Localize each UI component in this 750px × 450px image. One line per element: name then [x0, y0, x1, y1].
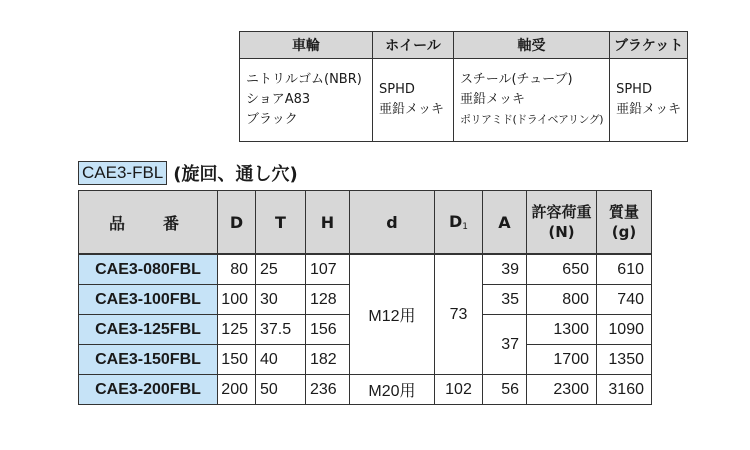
header-part-number: 品 番 [79, 191, 218, 255]
cell-load: 1700 [527, 345, 597, 375]
cell-mass: 1350 [597, 345, 652, 375]
cell-D: 150 [218, 345, 256, 375]
cell-T: 50 [256, 375, 306, 405]
bracket-material-cell [610, 59, 688, 142]
spec-table [78, 190, 652, 405]
bearing-material: スチール(チューブ) [460, 72, 573, 87]
wheel-material-cell [240, 59, 373, 142]
cell-load: 1300 [527, 315, 597, 345]
hub-finish: 亜鉛メッキ [379, 102, 445, 117]
header-allowable-load: 許容荷重 (N) [527, 191, 597, 255]
bracket-material: SPHD [616, 82, 652, 97]
header-mass: 質量 (g) [597, 191, 652, 255]
cell-mass: 610 [597, 254, 652, 285]
cell-H: 128 [306, 285, 350, 315]
header-d: d [350, 191, 435, 255]
wheel-material: ニトリルゴム(NBR) [246, 72, 362, 87]
table-row [79, 254, 652, 285]
part-number: CAE3-100FBL [79, 285, 218, 315]
cell-D1: 102 [435, 375, 483, 405]
bearing-finish: 亜鉛メッキ [460, 92, 526, 107]
materials-header-row [240, 32, 688, 59]
header-A: A [483, 191, 527, 255]
header-bracket: ブラケット [610, 32, 688, 59]
hub-material: SPHD [379, 82, 415, 97]
cell-T: 25 [256, 254, 306, 285]
cell-D1-merged: 73 [435, 254, 483, 375]
cell-T: 37.5 [256, 315, 306, 345]
bracket-finish: 亜鉛メッキ [616, 102, 682, 117]
cell-d-merged: M12用 [350, 254, 435, 375]
bearing-material-cell [454, 59, 610, 142]
part-number: CAE3-200FBL [79, 375, 218, 405]
cell-A: 39 [483, 254, 527, 285]
cell-H: 156 [306, 315, 350, 345]
cell-A: 35 [483, 285, 527, 315]
header-hub: ホイール [373, 32, 454, 59]
series-code: CAE3-FBL [78, 161, 167, 185]
cell-load: 2300 [527, 375, 597, 405]
header-H: H [306, 191, 350, 255]
materials-row [240, 59, 688, 142]
cell-load: 800 [527, 285, 597, 315]
series-heading [78, 161, 298, 185]
cell-load: 650 [527, 254, 597, 285]
cell-D: 80 [218, 254, 256, 285]
header-bearing: 軸受 [454, 32, 610, 59]
cell-A: 56 [483, 375, 527, 405]
wheel-color: ブラック [246, 112, 298, 127]
cell-mass: 1090 [597, 315, 652, 345]
table-row [79, 375, 652, 405]
cell-H: 182 [306, 345, 350, 375]
cell-mass: 740 [597, 285, 652, 315]
wheel-hardness: ショアA83 [246, 92, 311, 107]
hub-material-cell [373, 59, 454, 142]
part-number: CAE3-080FBL [79, 254, 218, 285]
header-T: T [256, 191, 306, 255]
cell-D: 100 [218, 285, 256, 315]
header-wheel: 車輪 [240, 32, 373, 59]
part-number: CAE3-125FBL [79, 315, 218, 345]
cell-D: 125 [218, 315, 256, 345]
cell-mass: 3160 [597, 375, 652, 405]
header-D1: $D_1$ [435, 191, 483, 255]
series-description: (旋回、通し穴) [173, 164, 298, 185]
cell-d: M20用 [350, 375, 435, 405]
cell-H: 107 [306, 254, 350, 285]
cell-H: 236 [306, 375, 350, 405]
bearing-type: ポリアミド(ドライベアリング) [460, 113, 604, 126]
cell-T: 40 [256, 345, 306, 375]
header-D: D [218, 191, 256, 255]
materials-table [239, 31, 688, 142]
spec-header-row [79, 191, 652, 255]
cell-A-merged: 37 [483, 315, 527, 375]
cell-T: 30 [256, 285, 306, 315]
part-number: CAE3-150FBL [79, 345, 218, 375]
cell-D: 200 [218, 375, 256, 405]
